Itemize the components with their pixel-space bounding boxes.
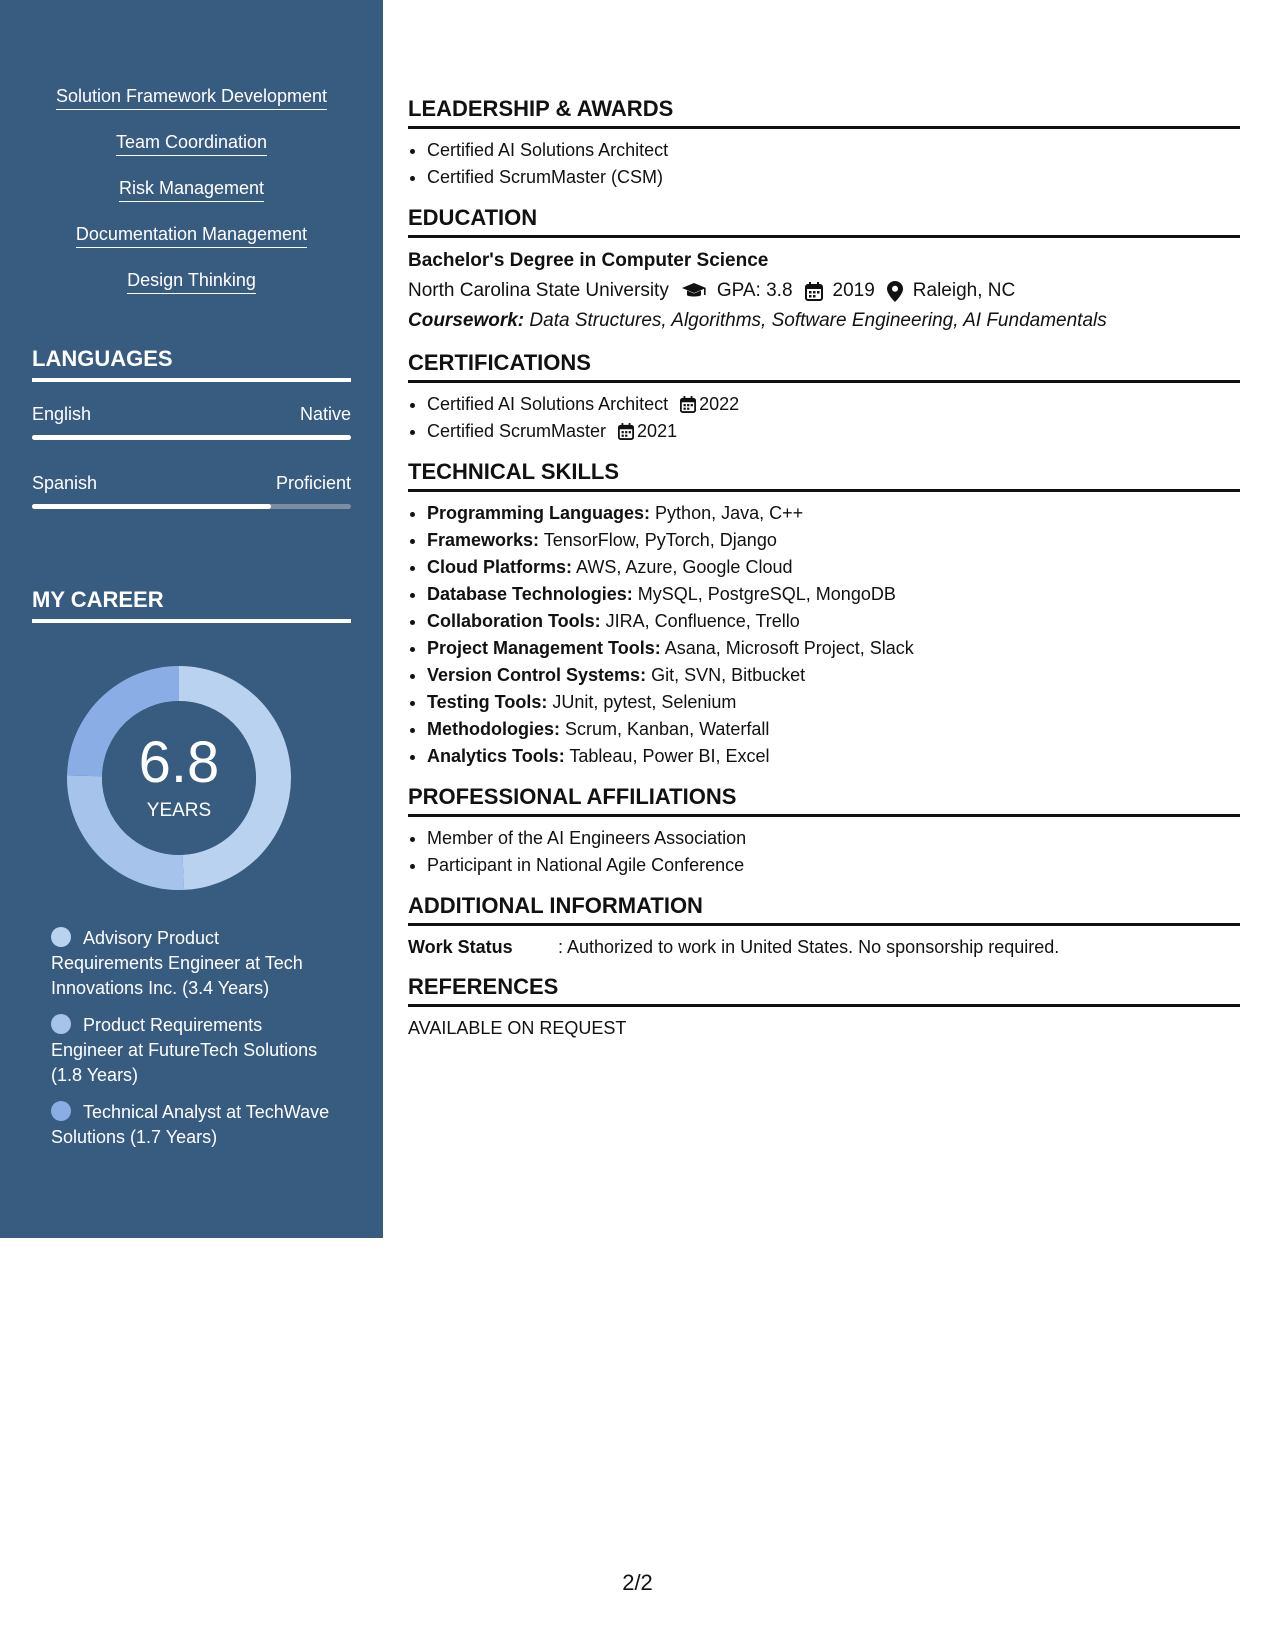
sidebar [0,0,383,1238]
list-item [427,527,1240,554]
certifications-section [408,350,1240,445]
skill-value: JIRA, Confluence, Trello [605,611,800,631]
skill-item: Risk Management [119,178,264,202]
coursework-value: Data Structures, Algorithms, Software Engineering, AI Fundamentals [529,310,1107,331]
additional-info-section [408,893,1240,960]
education-school: North Carolina State University [408,280,669,301]
section-title: PROFESSIONAL AFFILIATIONS [408,784,1240,817]
skill-label: Methodologies: [427,719,560,739]
skill-value: MySQL, PostgreSQL, MongoDB [637,584,896,604]
leadership-section [408,96,1240,191]
skill-label: Analytics Tools: [427,746,565,766]
list-item [427,608,1240,635]
list-item [427,689,1240,716]
career-title: MY CAREER [32,587,351,623]
graduation-cap-icon [681,282,707,300]
calendar-icon [618,423,634,440]
career-total [66,665,292,891]
work-status-row [408,934,1240,960]
skill-label: Version Control Systems: [427,665,647,685]
skill-value: AWS, Azure, Google Cloud [576,557,793,577]
list-item: • Certified ScrumMaster (CSM) [427,164,1240,191]
skill-label: Frameworks: [427,530,540,550]
career-legend-label: Advisory Product Requirements Engineer at Tech Innovations Inc. (3.4 Years) [51,928,303,998]
list-item [427,554,1240,581]
language-level: Native [299,404,351,424]
section-title: CERTIFICATIONS [408,350,1240,383]
cert-name: Certified ScrumMaster [427,421,607,441]
language-name: English [32,404,92,424]
list-item [427,743,1240,770]
skill-value: Python, Java, C++ [655,503,804,523]
language-bar [32,435,351,440]
location-pin-icon [887,281,903,302]
page-number: 2/2 [622,1570,653,1595]
cert-year: 2021 [637,421,678,441]
language-bar-fill [32,504,271,509]
education-details [408,276,1240,306]
section-title: LEADERSHIP & AWARDS [408,96,1240,129]
education-location: Raleigh, NC [912,280,1016,301]
main-content [408,96,1240,1055]
skill-value: Asana, Microsoft Project, Slack [664,638,914,658]
skill-value: Git, SVN, Bitbucket [651,665,806,685]
education-coursework [408,306,1240,336]
skill-item: Design Thinking [127,270,256,294]
legend-dot-icon [51,1014,71,1034]
coursework-label: Coursework: [408,310,525,331]
list-item: • Certified AI Solutions Architect [427,137,1240,164]
work-status-value: : Authorized to work in United States. No sponsorship required. [558,937,1060,957]
skill-label: Collaboration Tools: [427,611,601,631]
section-title: TECHNICAL SKILLS [408,459,1240,492]
technical-skills-section [408,459,1240,770]
affiliations-section [408,784,1240,879]
career-legend-label: Technical Analyst at TechWave Solutions (1.7 Years) [51,1102,330,1147]
list-item [427,581,1240,608]
list-item: • Participant in National Agile Conference [427,852,1240,879]
section-title: ADDITIONAL INFORMATION [408,893,1240,926]
career-legend-item [51,1013,331,1088]
section-title: REFERENCES [408,974,1240,1007]
career-legend-item [51,926,331,1001]
calendar-icon [680,396,696,413]
legend-dot-icon [51,1101,71,1121]
cert-year: 2022 [699,394,740,414]
skill-value: Scrum, Kanban, Waterfall [565,719,770,739]
language-bar-fill [32,435,351,440]
language-spanish [32,473,351,509]
list-item [427,500,1240,527]
skill-label: Programming Languages: [427,503,651,523]
career-total-unit: YEARS [146,800,212,821]
language-name: Spanish [32,473,98,493]
language-level: Proficient [275,473,351,493]
education-gpa: GPA: 3.8 [716,280,793,301]
cert-name: Certified AI Solutions Architect [427,394,669,414]
language-bar [32,504,351,509]
languages-title: LANGUAGES [32,346,351,382]
skill-label: Cloud Platforms: [427,557,573,577]
list-item [427,635,1240,662]
education-year: 2019 [832,280,875,301]
skill-item: Team Coordination [116,132,267,156]
list-item [427,716,1240,743]
skill-label: Database Technologies: [427,584,633,604]
list-item [427,662,1240,689]
skill-value: Tableau, Power BI, Excel [569,746,770,766]
skill-value: TensorFlow, PyTorch, Django [543,530,777,550]
skills-list [32,86,351,316]
work-status-label: Work Status [408,937,513,957]
skill-label: Project Management Tools: [427,638,661,658]
education-section [408,205,1240,336]
language-english [32,404,351,440]
skill-item: Solution Framework Development [56,86,327,110]
career-legend-label: Product Requirements Engineer at FutureTech Solutions (1.8 Years) [51,1015,318,1085]
list-item [427,391,1240,418]
skill-label: Testing Tools: [427,692,548,712]
section-title: EDUCATION [408,205,1240,238]
career-legend-item [51,1100,331,1150]
career-legend [51,926,331,1162]
skill-item: Documentation Management [76,224,307,248]
legend-dot-icon [51,927,71,947]
list-item [427,418,1240,445]
list-item: • Member of the AI Engineers Association [427,825,1240,852]
references-section [408,974,1240,1041]
education-degree: Bachelor's Degree in Computer Science [408,250,769,271]
career-total-number: 6.8 [138,730,220,795]
references-text: AVAILABLE ON REQUEST [408,1018,627,1038]
skill-value: JUnit, pytest, Selenium [552,692,737,712]
calendar-icon [805,282,823,301]
